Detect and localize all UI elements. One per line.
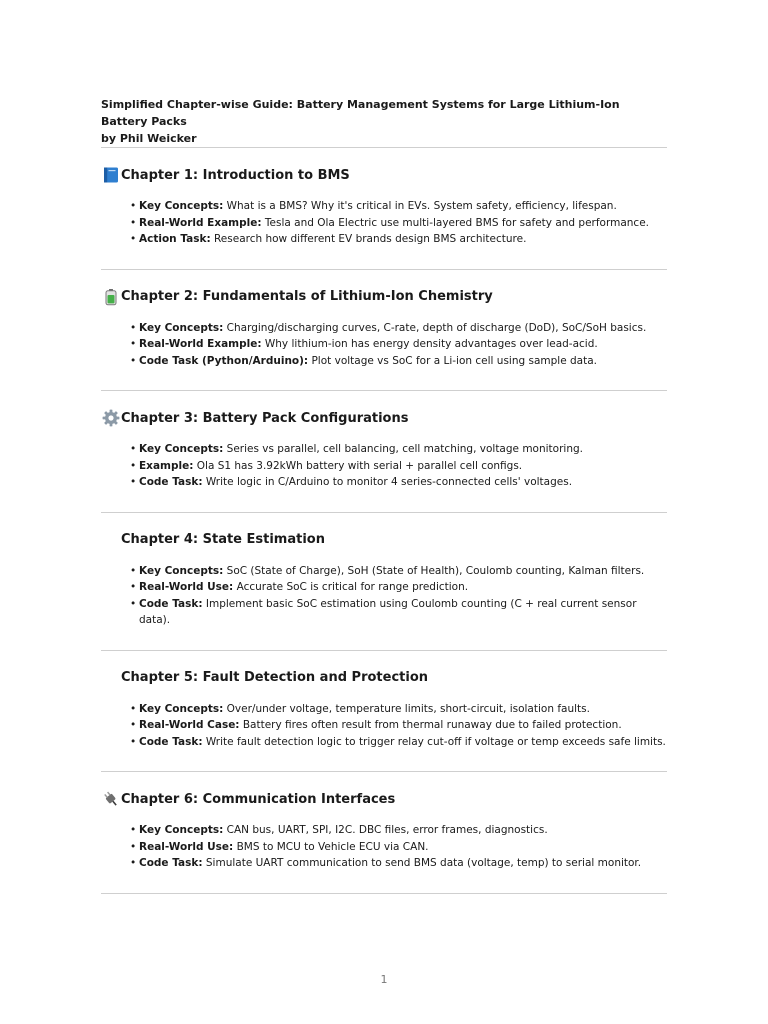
chapter-points-list bbox=[101, 198, 667, 248]
point-label: Real-World Example: bbox=[139, 338, 262, 350]
page-number: 1 bbox=[380, 973, 388, 986]
chapter-heading-text: Chapter 3: Battery Pack Configurations bbox=[121, 410, 409, 426]
chapter-heading-text: Chapter 1: Introduction to BMS bbox=[121, 167, 350, 183]
point-text: SoC (State of Charge), SoH (State of Health), Coulomb counting, Kalman filters. bbox=[223, 564, 645, 577]
point-label: Real-World Example: bbox=[139, 216, 262, 229]
chapter-list bbox=[101, 148, 667, 894]
list-item bbox=[130, 441, 667, 458]
heading-indent-spacer bbox=[101, 530, 121, 550]
point-text: Write logic in C/Arduino to monitor 4 series-connected cells' voltages. bbox=[202, 476, 573, 488]
point-label: Key Concepts: bbox=[139, 200, 224, 212]
point-text: Accurate SoC is critical for range prediction. bbox=[233, 581, 469, 593]
point-label: Real-World Use: bbox=[139, 581, 234, 593]
list-item bbox=[130, 822, 667, 839]
chapter-section-2 bbox=[101, 270, 667, 392]
point-text: Series vs parallel, cell balancing, cell matching, voltage monitoring. bbox=[223, 443, 583, 455]
list-item bbox=[130, 717, 667, 734]
gear-icon bbox=[101, 408, 121, 428]
chapter-section-5 bbox=[101, 651, 667, 773]
document-page bbox=[101, 96, 667, 894]
point-label: Real-World Case: bbox=[139, 719, 240, 731]
document-title bbox=[101, 96, 667, 147]
point-label: Real-World Use: bbox=[139, 840, 234, 853]
point-label: Key Concepts: bbox=[139, 564, 224, 577]
point-text: Charging/discharging curves, C-rate, depth of discharge (DoD), SoC/SoH basics. bbox=[223, 321, 647, 334]
point-text: Over/under voltage, temperature limits, short-circuit, isolation faults. bbox=[223, 702, 590, 715]
point-text: Implement basic SoC estimation using Coulomb counting (C + real current sensor data). bbox=[139, 597, 637, 626]
point-text: Research how different EV brands design BMS architecture. bbox=[210, 233, 527, 245]
point-text: What is a BMS? Why it's critical in EVs. System safety, efficiency, lifespan. bbox=[223, 200, 617, 212]
list-item bbox=[130, 579, 667, 596]
chapter-heading-text: Chapter 6: Communication Interfaces bbox=[121, 791, 396, 807]
point-text: Tesla and Ola Electric use multi-layered BMS for safety and performance. bbox=[261, 216, 650, 229]
list-item bbox=[130, 734, 667, 751]
chapter-heading bbox=[101, 287, 667, 307]
chapter-points-list bbox=[101, 563, 667, 629]
chapter-section-4 bbox=[101, 513, 667, 651]
point-text: Write fault detection logic to trigger relay cut-off if voltage or temp exceeds safe limits. bbox=[202, 735, 666, 748]
chapter-heading bbox=[101, 789, 667, 809]
point-text: Why lithium-ion has energy density advantages over lead-acid. bbox=[261, 338, 598, 350]
point-label: Example: bbox=[139, 459, 194, 472]
list-item bbox=[130, 353, 667, 370]
point-label: Key Concepts: bbox=[139, 702, 224, 715]
point-text: Simulate UART communication to send BMS data (voltage, temp) to serial monitor. bbox=[202, 857, 642, 869]
point-label: Code Task: bbox=[139, 597, 203, 610]
point-label: Key Concepts: bbox=[139, 824, 224, 836]
point-text: Battery fires often result from thermal runaway due to failed protection. bbox=[239, 719, 622, 731]
chapter-heading-text: Chapter 2: Fundamentals of Lithium-Ion Chemistry bbox=[121, 289, 493, 304]
point-label: Key Concepts: bbox=[139, 321, 224, 334]
chapter-section-6 bbox=[101, 772, 667, 894]
list-item bbox=[130, 215, 667, 232]
point-text: Plot voltage vs SoC for a Li-ion cell using sample data. bbox=[308, 354, 597, 367]
chapter-points-list bbox=[101, 441, 667, 491]
list-item bbox=[130, 563, 667, 580]
list-item bbox=[130, 596, 667, 629]
point-label: Action Task: bbox=[139, 233, 211, 245]
blue-book-icon bbox=[101, 165, 121, 185]
list-item bbox=[130, 198, 667, 215]
point-text: BMS to MCU to Vehicle ECU via CAN. bbox=[233, 840, 429, 853]
chapter-points-list bbox=[101, 822, 667, 872]
document-title-line-1: Simplified Chapter-wise Guide: Battery Management Systems for Large Lithium-Ion Battery Packs bbox=[101, 98, 620, 128]
chapter-heading bbox=[101, 668, 667, 688]
battery-icon bbox=[101, 287, 121, 307]
point-label: Code Task: bbox=[139, 476, 203, 488]
chapter-section-3 bbox=[101, 391, 667, 513]
chapter-heading bbox=[101, 530, 667, 550]
chapter-heading bbox=[101, 165, 667, 185]
point-text: CAN bus, UART, SPI, I2C. DBC files, error frames, diagnostics. bbox=[223, 824, 548, 836]
chapter-heading-text: Chapter 4: State Estimation bbox=[121, 532, 325, 547]
list-item bbox=[130, 855, 667, 872]
point-label: Key Concepts: bbox=[139, 443, 224, 455]
point-text: Ola S1 has 3.92kWh battery with serial + parallel cell configs. bbox=[193, 459, 523, 472]
chapter-heading-text: Chapter 5: Fault Detection and Protection bbox=[121, 670, 429, 685]
chapter-heading bbox=[101, 408, 667, 428]
list-item bbox=[130, 458, 667, 475]
list-item bbox=[130, 839, 667, 856]
heading-indent-spacer bbox=[101, 668, 121, 688]
chapter-section-1 bbox=[101, 148, 667, 270]
point-label: Code Task: bbox=[139, 735, 203, 748]
list-item bbox=[130, 336, 667, 353]
document-author-line: by Phil Weicker bbox=[101, 132, 197, 145]
list-item bbox=[130, 231, 667, 248]
plug-icon bbox=[101, 789, 121, 809]
list-item bbox=[130, 320, 667, 337]
point-label: Code Task: bbox=[139, 857, 203, 869]
chapter-points-list bbox=[101, 701, 667, 751]
list-item bbox=[130, 474, 667, 491]
list-item bbox=[130, 701, 667, 718]
chapter-points-list bbox=[101, 320, 667, 370]
point-label: Code Task (Python/Arduino): bbox=[139, 354, 309, 367]
